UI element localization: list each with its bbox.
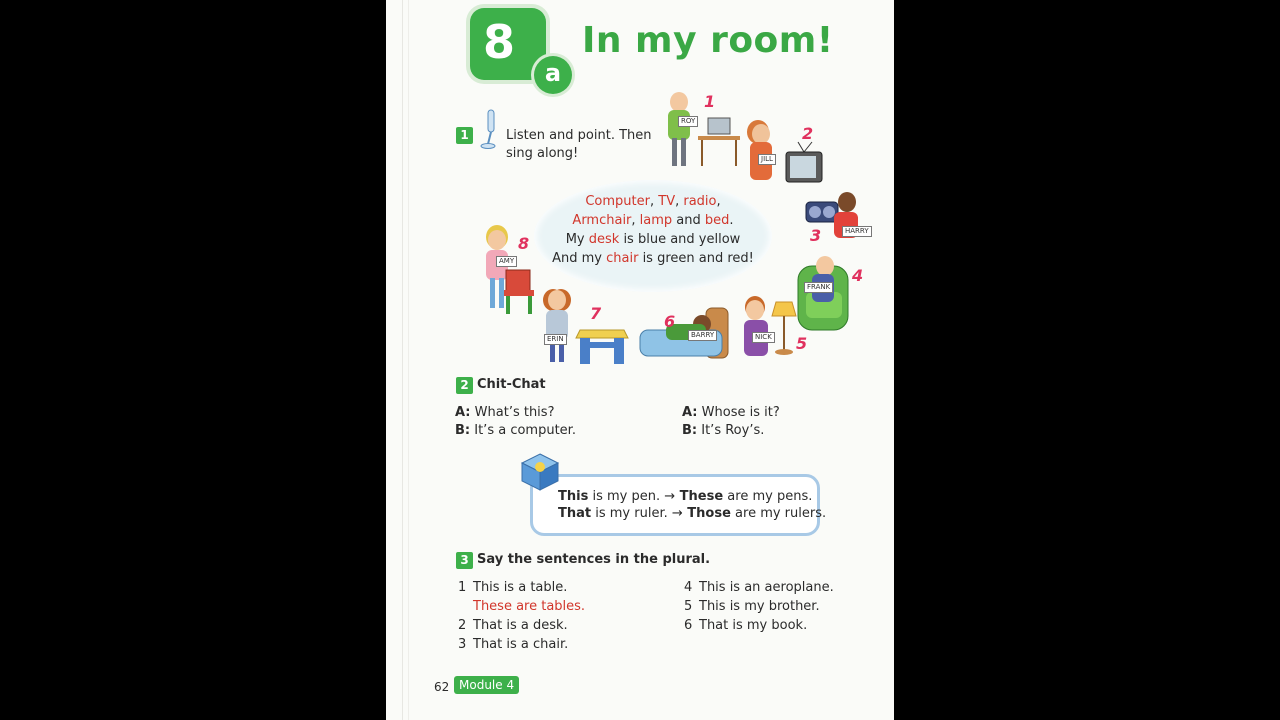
item-number: 3 — [458, 637, 467, 652]
song-word: Computer — [585, 194, 650, 209]
exercise-2-title: Chit-Chat — [477, 377, 546, 392]
exercise-item-text: That is a chair. — [473, 637, 569, 652]
figure-number: 3 — [810, 226, 822, 245]
figure-barry — [636, 304, 736, 364]
microphone-icon — [480, 108, 502, 150]
speaker-label: A: — [455, 405, 471, 420]
song-line-1 — [534, 192, 772, 211]
grammar-keyword: That — [558, 506, 592, 521]
exercise-item-text: This is my brother. — [699, 599, 820, 614]
name-tag: ROY — [678, 116, 698, 127]
figure-number: 8 — [518, 234, 530, 253]
song-text: . — [729, 213, 734, 228]
figure-erin — [542, 288, 632, 368]
song-text: , — [716, 194, 721, 209]
song-text: , — [649, 194, 659, 209]
figure-number: 5 — [796, 334, 808, 353]
song-word: bed — [704, 213, 730, 228]
speaker-label: B: — [455, 423, 471, 438]
dialogue-text: What’s this? — [474, 405, 555, 420]
song-text: My — [565, 232, 589, 247]
name-tag: ERIN — [544, 334, 567, 345]
unit-number: 8 — [482, 15, 515, 69]
item-number: 6 — [684, 618, 693, 633]
desk-icon — [574, 326, 630, 366]
textbook-page — [386, 0, 894, 720]
grammar-row-2 — [558, 505, 826, 523]
dialogue-line — [682, 404, 780, 422]
song-text: , — [631, 213, 640, 228]
exercise-3-title: Say the sentences in the plural. — [477, 552, 711, 567]
dialogue-line — [682, 422, 764, 440]
dialogue-text: Whose is it? — [701, 405, 780, 420]
speaker-label: B: — [682, 423, 698, 438]
name-tag: FRANK — [804, 282, 833, 293]
chair-icon — [502, 268, 538, 316]
dialogue-line — [455, 422, 576, 440]
exercise-1-number: 1 — [456, 127, 473, 144]
song-line-2 — [534, 211, 772, 230]
figure-number: 4 — [852, 266, 864, 285]
song-word: desk — [588, 232, 620, 247]
item-number: 1 — [458, 580, 467, 595]
figure-number: 6 — [664, 312, 676, 331]
module-label: Module 4 — [454, 676, 519, 694]
name-tag: NICK — [752, 332, 775, 343]
grammar-keyword: These — [675, 489, 724, 504]
figure-number: 7 — [590, 304, 602, 323]
example-answer: These are tables. — [473, 599, 586, 614]
exercise-item-text: That is my book. — [699, 618, 808, 633]
exercise-1-instruction: sing along! — [506, 146, 579, 161]
song-word: Armchair — [572, 213, 632, 228]
name-tag: JILL — [758, 154, 776, 165]
grammar-cube-icon — [520, 452, 560, 492]
grammar-text: is my ruler. — [591, 506, 672, 521]
computer-icon — [696, 116, 742, 168]
unit-letter: a — [534, 56, 572, 94]
name-tag: AMY — [496, 256, 517, 267]
song-text: And my — [552, 251, 607, 266]
exercise-item-text: That is a desk. — [473, 618, 568, 633]
song-bubble — [534, 180, 772, 292]
page-edge-line — [408, 0, 409, 720]
grammar-text: are my rulers. — [730, 506, 827, 521]
figure-number: 2 — [802, 124, 814, 143]
grammar-row-1 — [558, 488, 812, 506]
exercise-item-text: This is a table. — [473, 580, 568, 595]
arrow-icon: → — [671, 506, 683, 521]
exercise-1-instruction: Listen and point. Then — [506, 128, 652, 143]
song-word: radio — [683, 194, 717, 209]
song-line-3 — [534, 230, 772, 249]
dialogue-text: It’s Roy’s. — [701, 423, 765, 438]
song-word: lamp — [639, 213, 673, 228]
grammar-text: is my pen. — [588, 489, 665, 504]
item-number: 2 — [458, 618, 467, 633]
song-text: , — [675, 194, 684, 209]
grammar-keyword: This — [558, 489, 589, 504]
speaker-label: A: — [682, 405, 698, 420]
bed-icon — [636, 304, 736, 364]
song-text: is blue and yellow — [619, 232, 741, 247]
exercise-item — [458, 579, 466, 597]
name-tag: HARRY — [842, 226, 872, 237]
lamp-icon — [770, 300, 798, 356]
item-number: 4 — [684, 580, 693, 595]
figure-jill — [748, 122, 828, 188]
name-tag: BARRY — [688, 330, 717, 341]
unit-title: In my room! — [582, 20, 834, 61]
figure-number: 1 — [704, 92, 716, 111]
item-number: 5 — [684, 599, 693, 614]
song-text: is green and red! — [638, 251, 754, 266]
page-number: 62 — [434, 680, 450, 694]
arrow-icon: → — [664, 489, 676, 504]
exercise-3-number: 3 — [456, 552, 473, 569]
grammar-text: are my pens. — [723, 489, 813, 504]
page-edge-line — [402, 0, 403, 720]
song-word: chair — [606, 251, 639, 266]
exercise-item-text: This is an aeroplane. — [699, 580, 834, 595]
tv-icon — [784, 140, 824, 186]
dialogue-text: It’s a computer. — [474, 423, 576, 438]
song-text: and — [672, 213, 705, 228]
dialogue-line — [455, 404, 554, 422]
grammar-keyword: Those — [682, 506, 731, 521]
figure-nick — [742, 298, 802, 360]
exercise-2-number: 2 — [456, 377, 473, 394]
figure-amy — [482, 228, 542, 318]
song-word: TV — [658, 194, 676, 209]
song-line-4 — [534, 249, 772, 268]
